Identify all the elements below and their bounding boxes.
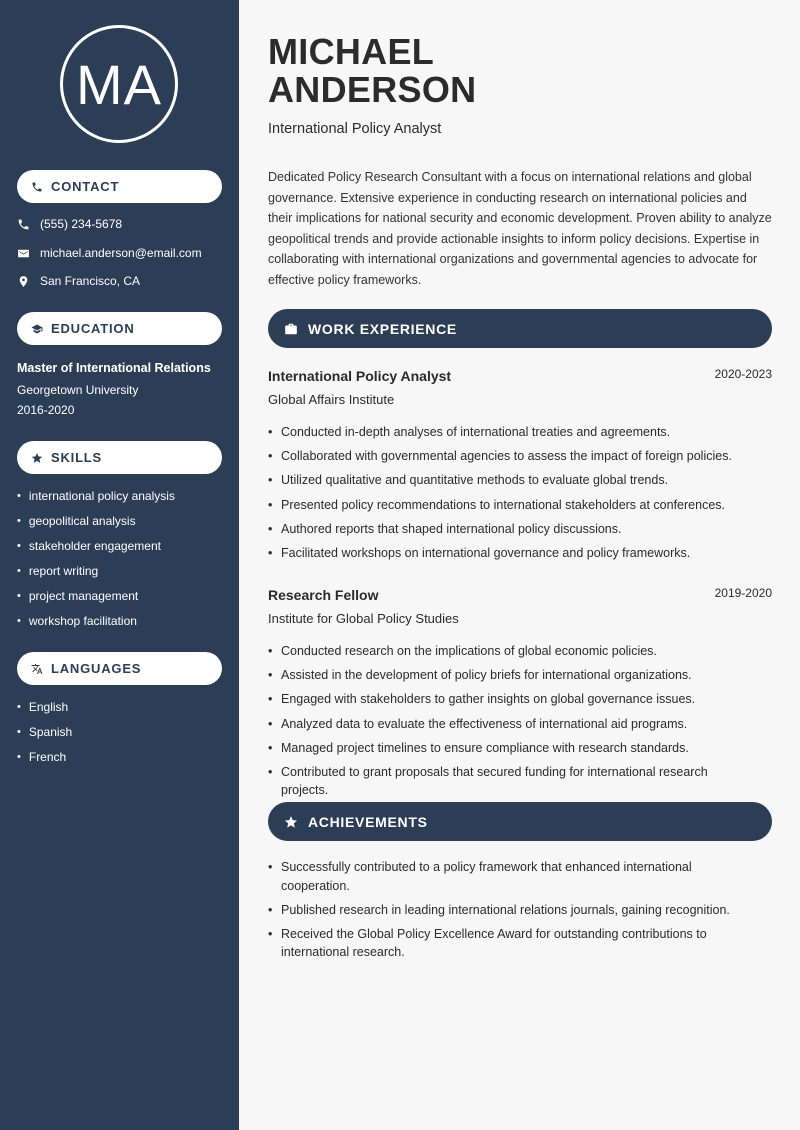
job-bullets bbox=[268, 423, 748, 568]
job-bullet: • Utilized qualitative and quantitative methods to evaluate global trends. bbox=[268, 471, 748, 490]
contact-heading-label: CONTACT bbox=[51, 179, 120, 194]
achievement-item: • Successfully contributed to a policy framework that enhanced international cooperation. bbox=[268, 858, 748, 895]
job-bullet: • Conducted research on the implications of global economic policies. bbox=[268, 642, 748, 661]
achievement-item: • Published research in leading international relations journals, gaining recognition. bbox=[268, 901, 748, 920]
job-dates: 2019-2020 bbox=[714, 586, 772, 600]
contact-location bbox=[17, 274, 140, 288]
education-years: 2016-2020 bbox=[17, 403, 75, 417]
job-bullet: • Authored reports that shaped international policy discussions. bbox=[268, 520, 748, 539]
education-heading-label: EDUCATION bbox=[51, 321, 135, 336]
skill-item: • report writing bbox=[17, 558, 175, 583]
last-name: ANDERSON bbox=[268, 69, 477, 110]
first-name: MICHAEL bbox=[268, 31, 435, 72]
job-title: Research Fellow bbox=[268, 587, 379, 603]
sidebar bbox=[0, 0, 239, 1130]
skills-heading-label: SKILLS bbox=[51, 450, 103, 465]
education-school: Georgetown University bbox=[17, 383, 139, 397]
contact-phone bbox=[17, 217, 122, 231]
job-bullet: • Conducted in-depth analyses of international treaties and agreements. bbox=[268, 423, 748, 442]
full-name bbox=[268, 33, 476, 109]
job-bullet: • Assisted in the development of policy briefs for international organizations. bbox=[268, 666, 748, 685]
star-icon bbox=[31, 452, 43, 464]
phone-icon bbox=[17, 218, 30, 231]
achievements-list bbox=[268, 858, 748, 968]
education-degree: Master of International Relations bbox=[17, 361, 211, 375]
contact-email bbox=[17, 246, 202, 260]
job-title-headline: International Policy Analyst bbox=[268, 121, 442, 137]
profile-summary: Dedicated Policy Research Consultant with a focus on international relations and global governance. Extensive experience in conducting research on international policies and their implications for national security and economic development. Proven ability to analyze geopolitical trends and provide actionable insights to inform policy decisions. Expertise in collaborating with international organizations and governmental agencies to advocate for effective policy frameworks. bbox=[268, 170, 772, 287]
language-item: • Spanish bbox=[17, 719, 72, 744]
language-item: • English bbox=[17, 694, 72, 719]
skills-heading bbox=[17, 441, 222, 474]
graduation-cap-icon bbox=[31, 323, 43, 335]
languages-heading-label: LANGUAGES bbox=[51, 661, 142, 676]
skill-item: • project management bbox=[17, 583, 175, 608]
education-heading bbox=[17, 312, 222, 345]
star-icon bbox=[284, 815, 298, 829]
email-icon bbox=[17, 247, 30, 260]
job-organization: Institute for Global Policy Studies bbox=[268, 611, 459, 626]
skill-item: • international policy analysis bbox=[17, 483, 175, 508]
skill-item: • geopolitical analysis bbox=[17, 508, 175, 533]
achievements-heading-label: ACHIEVEMENTS bbox=[308, 813, 428, 830]
work-experience-heading bbox=[268, 309, 772, 348]
job-bullet: • Contributed to grant proposals that secured funding for international research projects. bbox=[268, 763, 748, 800]
job-bullet: • Managed project timelines to ensure compliance with research standards. bbox=[268, 739, 748, 758]
job-bullet: • Facilitated workshops on international governance and policy frameworks. bbox=[268, 544, 748, 563]
languages-list bbox=[17, 694, 72, 769]
location-pin-icon bbox=[17, 275, 30, 288]
contact-heading bbox=[17, 170, 222, 203]
phone-icon bbox=[31, 181, 43, 193]
job-bullets bbox=[268, 642, 748, 806]
job-organization: Global Affairs Institute bbox=[268, 392, 395, 407]
skill-item: • stakeholder engagement bbox=[17, 533, 175, 558]
monogram-avatar: MA bbox=[60, 25, 178, 143]
job-dates: 2020-2023 bbox=[714, 367, 772, 381]
skills-list bbox=[17, 483, 175, 633]
contact-location-text: San Francisco, CA bbox=[40, 274, 141, 288]
language-item: • French bbox=[17, 744, 72, 769]
skill-item: • workshop facilitation bbox=[17, 608, 175, 633]
translate-icon bbox=[31, 663, 43, 675]
job-bullet: • Presented policy recommendations to international stakeholders at conferences. bbox=[268, 496, 748, 515]
briefcase-icon bbox=[284, 322, 298, 336]
achievements-heading bbox=[268, 802, 772, 841]
contact-phone-text: (555) 234-5678 bbox=[40, 217, 123, 231]
job-bullet: • Engaged with stakeholders to gather insights on global governance issues. bbox=[268, 690, 748, 709]
job-title: International Policy Analyst bbox=[268, 368, 452, 384]
job-bullet: • Analyzed data to evaluate the effectiveness of international aid programs. bbox=[268, 715, 748, 734]
work-experience-heading-label: WORK EXPERIENCE bbox=[308, 320, 457, 337]
achievement-item: • Received the Global Policy Excellence Award for outstanding contributions to international research. bbox=[268, 925, 748, 962]
contact-email-text: michael.anderson@email.com bbox=[40, 246, 202, 260]
languages-heading bbox=[17, 652, 222, 685]
job-bullet: • Collaborated with governmental agencies to assess the impact of foreign policies. bbox=[268, 447, 748, 466]
